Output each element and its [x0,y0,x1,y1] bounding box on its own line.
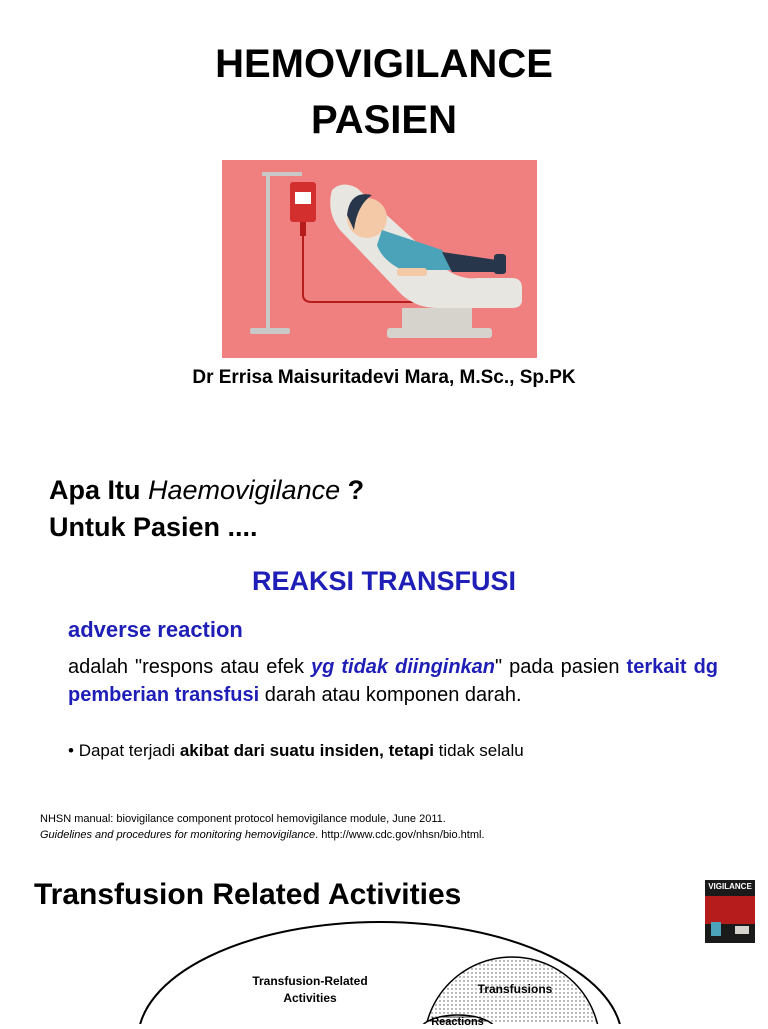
section-heading: REAKSI TRANSFUSI [251,566,516,596]
bullet-item: • Dapat terjadi akibat dari suatu insiden, tetapi tidak selalu [68,741,524,760]
question-line2: Untuk Pasien .... [49,512,258,542]
reactions-label: Reactions [431,1016,484,1028]
book-cover-thumbnail [705,880,755,943]
term-heading: adverse reaction [68,617,243,642]
reference: NHSN manual: biovigilance component protocol hemovigilance module, June 2011. Guidelines and procedures for monitoring hemovigilance. http://www.cdc.gov/nhsn/bio.html. [40,813,485,841]
question-line1: Apa Itu Haemovigilance ? [49,475,365,505]
outer-label: Transfusion-Related Activities [252,974,368,1005]
slide-title-line2: PASIEN [311,98,457,142]
transfusion-illustration [222,160,537,358]
transfusions-label: Transfusions [477,982,553,996]
slide3-heading: Transfusion Related Activities [34,878,462,911]
author-name: Dr Errisa Maisuritadevi Mara, M.Sc., Sp.PK [192,367,576,388]
activities-diagram [130,915,630,1028]
book-title: VIGILANCE [708,882,752,891]
definition-paragraph: adalah "respons atau efek yg tidak diinginkan" pada pasien terkait dg pemberian transfusi darah atau komponen darah. [68,656,719,706]
slide-title-line1: HEMOVIGILANCE [215,42,553,86]
